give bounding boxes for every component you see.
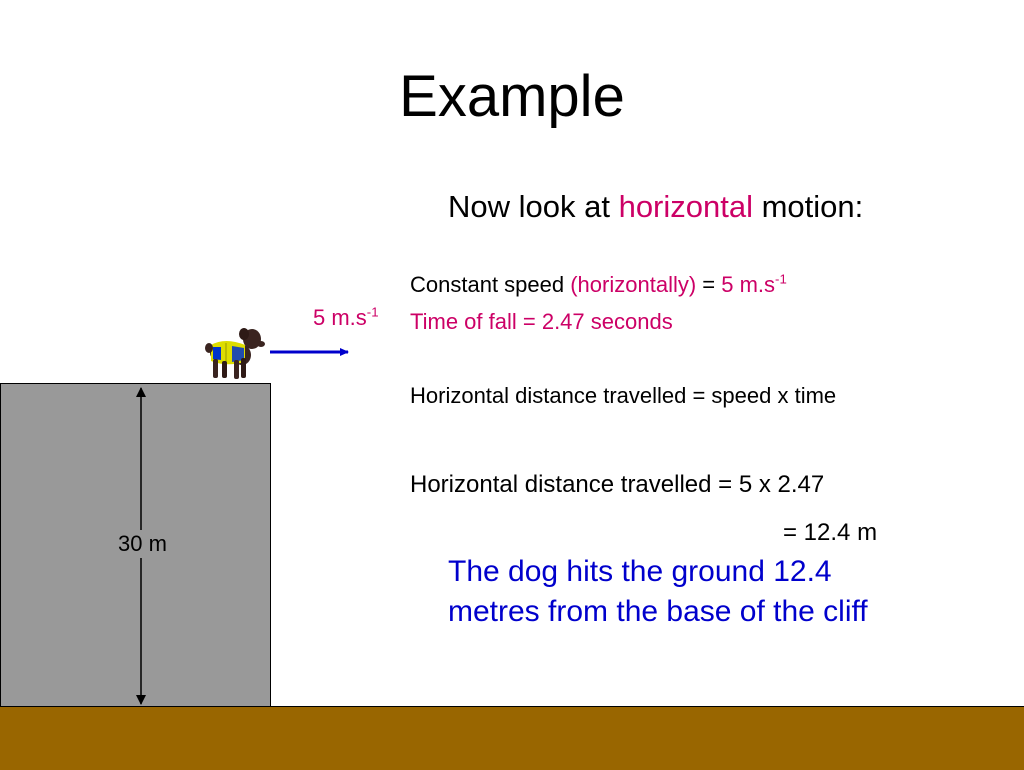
lead-before: Now look at (448, 189, 619, 224)
speed-label-value: 5 m.s (313, 305, 367, 330)
distance-formula-line: Horizontal distance travelled = speed x time (410, 383, 837, 408)
time-of-fall-line: Time of fall = 2.47 seconds (410, 309, 673, 334)
distance-result-line: = 12.4 m (783, 519, 878, 546)
speed-label-exponent: -1 (366, 304, 379, 320)
dog-illustration (205, 328, 265, 379)
constant-speed-value: 5 m.s (721, 272, 776, 297)
slide-title: Example (399, 64, 625, 129)
distance-substitution-line: Horizontal distance travelled = 5 x 2.47 (410, 471, 825, 498)
lead-after: motion: (753, 189, 864, 224)
lead-highlight: horizontal (618, 189, 753, 224)
constant-speed-exponent: -1 (775, 271, 787, 287)
constant-speed-qualifier: (horizontally) (570, 272, 697, 297)
conclusion-text: The dog hits the ground 12.4 metres from the base of the cliff (448, 555, 868, 628)
constant-speed-label: Constant speed (410, 272, 571, 297)
height-label: 30 m (118, 531, 167, 556)
constant-speed-equals: = (696, 272, 722, 297)
